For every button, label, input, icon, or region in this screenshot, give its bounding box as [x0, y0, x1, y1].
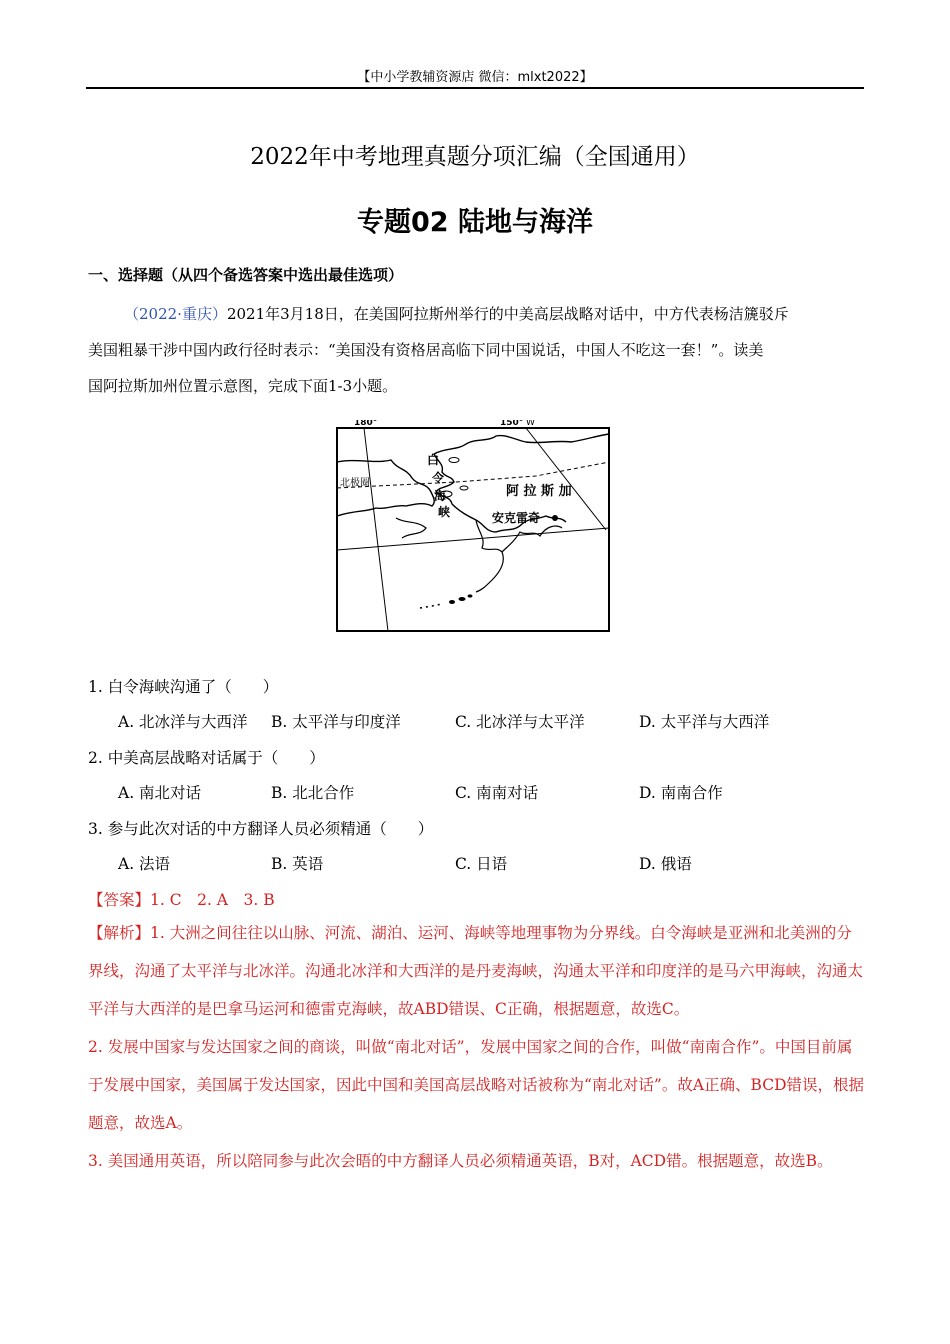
question-1-stem: 1. 白令海峡沟通了（ ）: [88, 678, 279, 696]
strait-char-1: 白: [427, 453, 440, 467]
answer-line: [88, 888, 275, 910]
q2-option-b[interactable]: B. 北北合作: [271, 784, 355, 802]
question-intro: [88, 296, 862, 404]
anchorage-marker: [552, 515, 558, 521]
analysis-label: 【解析】: [88, 924, 151, 942]
label-150: 150°: [500, 420, 524, 428]
aleutian-isle-1: [449, 600, 455, 604]
label-arctic-circle: 北极圈: [340, 478, 370, 489]
aleutian-isle-3: [468, 594, 473, 597]
q1-option-a[interactable]: A. 北冰洋与大西洋: [118, 713, 248, 731]
q3-option-b[interactable]: B. 英语: [271, 855, 324, 873]
q1-option-d[interactable]: D. 太平洋与大西洋: [639, 713, 770, 731]
label-anchorage: 安克雷奇: [492, 511, 541, 525]
question-2-stem: 2. 中美高层战略对话属于（ ）: [88, 749, 325, 767]
analysis-paragraph-3: 3. 美国通用英语，所以陪同参与此次会晤的中方翻译人员必须精通英语，B对，ACD错。根据题意，故选B。: [88, 1152, 833, 1170]
alaska-location-map: [336, 420, 610, 632]
strait-char-2: 令: [432, 471, 445, 485]
q1-option-c[interactable]: C. 北冰洋与太平洋: [455, 713, 585, 731]
strait-char-3: 海: [434, 489, 447, 503]
label-w: W: [526, 420, 535, 428]
aleutian-isle-2: [459, 597, 466, 601]
label-alaska: 阿 拉 斯 加: [506, 484, 572, 499]
page-header: 【中小学教辅资源店 微信：mlxt2022】: [357, 70, 593, 85]
intro-line-1: （2022·重庆）2021年3月18日，在美国阿拉斯州举行的中美高层战略对话中，中方代表杨洁篪驳斥: [124, 305, 789, 323]
question-3-stem: 3. 参与此次对话的中方翻译人员必须精通（ ）: [88, 820, 434, 838]
document-title: 2022年中考地理真题分项汇编（全国通用）: [250, 144, 700, 170]
q3-option-c[interactable]: C. 日语: [455, 855, 508, 873]
q3-option-d[interactable]: D. 俄语: [639, 855, 692, 873]
analysis-paragraph-1: 【解析】1. 大洲之间往往以山脉、河流、湖泊、运河、海峡等地理事物为分界线。白令海峡是亚洲和北美洲的分界线，沟通了太平洋与北冰洋。沟通北冰洋和大西洋的是丹麦海峡，沟通太平洋和印度洋的是马六甲海峡，沟通太平洋与大西洋的是巴拿马运河和德雷克海峡，故ABD错误、C正确，根据题意，故选C。: [88, 924, 864, 1018]
map-frame: [337, 428, 609, 631]
header-rule: [86, 87, 864, 89]
intro-line-3: 国阿拉斯加州位置示意图，完成下面1-3小题。: [88, 377, 398, 395]
answer-text: 1. C 2. A 3. B: [150, 891, 275, 909]
q2-option-c[interactable]: C. 南南对话: [455, 784, 539, 802]
analysis-paragraph-2: 2. 发展中国家与发达国家之间的商谈，叫做“南北对话”，发展中国家之间的合作，叫做“南南合作”。中国目前属于发展中国家，美国属于发达国家，因此中国和美国高层战略对话被称为“南北对话”。故A正确、BCD错误，根据题意，故选A。: [88, 1038, 865, 1132]
intro-line-2: 美国粗暴干涉中国内政行径时表示：“美国没有资格居高临下同中国说话，中国人不吃这一套！”。读美: [88, 341, 764, 359]
section-heading: 一、选择题（从四个备选答案中选出最佳选项）: [88, 266, 404, 284]
q1-option-b[interactable]: B. 太平洋与印度洋: [271, 713, 401, 731]
answer-label: 【答案】: [88, 891, 151, 909]
label-180: 180°: [354, 420, 378, 428]
q3-option-a[interactable]: A. 法语: [118, 855, 171, 873]
source-tag: （2022·重庆）: [124, 305, 227, 323]
topic-title: 专题02 陆地与海洋: [357, 207, 593, 238]
q2-option-a[interactable]: A. 南北对话: [118, 784, 202, 802]
strait-char-4: 峡: [438, 505, 451, 519]
q2-option-d[interactable]: D. 南南合作: [639, 784, 723, 802]
